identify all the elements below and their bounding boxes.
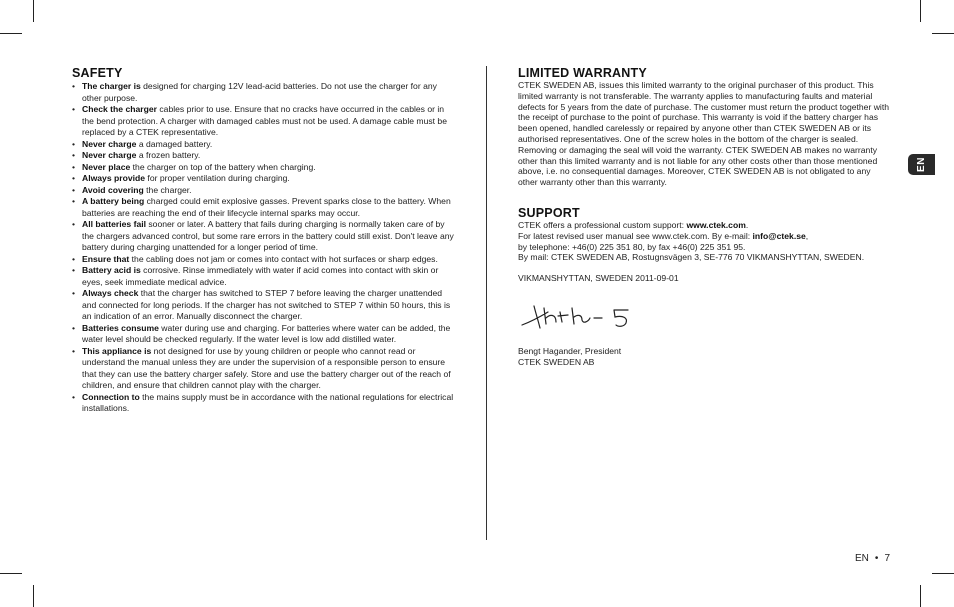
safety-item-text: corrosive. Rinse immediately with water if acid comes into contact with skin or eyes, seek immediate medical advice. xyxy=(82,265,439,287)
safety-item-lead: Check the charger xyxy=(82,104,157,114)
punct: . xyxy=(745,219,749,230)
safety-item-lead: All batteries fail xyxy=(82,219,146,229)
safety-item xyxy=(72,104,456,139)
safety-item-text: that the charger has switched to STEP 7 before leaving the charger unattended and connected for long periods. If the charger has not switched to STEP 7 within 50 hours, this is an indication of an error. Manually disconnect the charger. xyxy=(82,288,451,321)
safety-item-text: designed for charging 12V lead-acid batteries. Do not use the charger for any other purpose. xyxy=(82,81,437,103)
safety-item-lead: Always check xyxy=(82,288,139,298)
footer-bullet: • xyxy=(874,553,879,564)
page-footer xyxy=(855,553,890,564)
safety-item xyxy=(72,219,456,254)
safety-item-lead: This appliance is xyxy=(82,345,152,356)
crop-mark xyxy=(0,33,22,34)
punct: , xyxy=(805,230,809,241)
support-phone: by telephone: +46(0) 225 351 80, by fax +46(0) 225 351 95. xyxy=(518,241,746,252)
support-line2: For latest revised user manual see www.ctek.com. By e-mail: xyxy=(518,230,753,241)
column-divider xyxy=(486,66,487,540)
crop-mark xyxy=(932,33,954,34)
safety-item-text: charged could emit explosive gasses. Prevent sparks close to the battery. When batteries are reaching the end of their lifecycle internal sparks may occur. xyxy=(82,196,451,218)
safety-item-lead: Ensure that xyxy=(82,253,130,264)
crop-mark xyxy=(0,573,22,574)
signatory-name: Bengt Hagander, President xyxy=(518,345,622,356)
safety-item xyxy=(72,346,456,392)
support-text xyxy=(518,220,890,263)
safety-item xyxy=(72,150,456,162)
support-mail: By mail: CTEK SWEDEN AB, Rostugnsvägen 3, SE-776 70 VIKMANSHYTTAN, SWEDEN. xyxy=(518,252,865,263)
safety-item xyxy=(72,162,456,174)
support-line1: CTEK offers a professional custom support: xyxy=(518,219,687,230)
crop-mark xyxy=(33,0,34,22)
right-column xyxy=(518,66,890,368)
safety-item-text: the mains supply must be in accordance with the national regulations for electrical installations. xyxy=(82,391,454,413)
safety-item-lead: The charger is xyxy=(82,81,141,91)
safety-item xyxy=(72,139,456,151)
safety-item-lead: Batteries consume xyxy=(82,322,159,333)
safety-item-text: a damaged battery. xyxy=(136,138,213,149)
website-link[interactable]: www.ctek.com xyxy=(686,219,746,230)
safety-item-text: the cabling does not jam or comes into contact with hot surfaces or sharp edges. xyxy=(129,253,438,264)
safety-item xyxy=(72,265,456,288)
safety-item-lead: Always provide xyxy=(82,173,146,183)
signature-image xyxy=(520,298,650,332)
safety-heading: SAFETY xyxy=(72,66,123,80)
safety-item-text: the charger. xyxy=(143,184,192,195)
warranty-text: CTEK SWEDEN AB, issues this limited warranty to the original purchaser of this product. This limited warranty is not transferable. The warranty applies to manufacturing faults and material defects for 5 years from the date of purchase. The customer must return the product together with the receipt of purchase to the point of purchase. This warranty is void if the battery charger has been opened, handled carelessly or repaired by anyone other than CTEK SWEDEN AB or its authorised representatives. One of the screw holes in the bottom of the charger is sealed. Removing or damaging the seal will void the warranty. CTEK SWEDEN AB makes no warranty other than this limited warranty and is not liable for any other costs other than those mentioned above, i.e. no consequential damages. Moreover, CTEK SWEDEN AB is not obligated to any other warranty other than this warranty. xyxy=(518,80,889,188)
safety-item xyxy=(72,81,456,104)
safety-item-text: sooner or later. A battery that fails during charging is normally taken care of by the chargers advanced control, but some rare errors in the battery could still exist. Don't leave any battery during charging unattended for a longer period of time. xyxy=(82,219,454,252)
safety-item xyxy=(72,173,456,185)
language-tab xyxy=(908,154,935,175)
safety-item xyxy=(72,392,456,415)
footer-language: EN xyxy=(855,553,869,564)
safety-item-lead: Avoid covering xyxy=(82,184,144,195)
safety-item-text: water during use and charging. For batteries where water can be added, the water level should be checked regularly. If the water level is low add distilled water. xyxy=(82,322,451,344)
safety-item xyxy=(72,288,456,323)
crop-mark xyxy=(920,0,921,22)
warranty-heading: LIMITED WARRANTY xyxy=(518,66,647,80)
safety-item-lead: Never charge xyxy=(82,138,137,149)
safety-item-lead: Battery acid is xyxy=(82,265,141,275)
language-tab-label: EN xyxy=(916,157,927,172)
safety-item xyxy=(72,196,456,219)
safety-item-text: the charger on top of the battery when charging. xyxy=(130,161,316,172)
place-date: VIKMANSHYTTAN, SWEDEN 2011-09-01 xyxy=(518,273,679,284)
page-number: 7 xyxy=(884,553,890,564)
crop-mark xyxy=(920,585,921,607)
signatory-company: CTEK SWEDEN AB xyxy=(518,356,595,367)
support-heading: SUPPORT xyxy=(518,205,580,220)
safety-item-text: a frozen battery. xyxy=(136,150,201,160)
safety-item-text: for proper ventilation during charging. xyxy=(145,173,290,183)
safety-section xyxy=(72,66,456,415)
safety-item-lead: Never place xyxy=(82,161,131,172)
safety-list xyxy=(72,81,456,415)
safety-item-text: cables prior to use. Ensure that no cracks have occurred in the cables or in the bend protection. A charger with damaged cables must not be used. A damage cable must be replaced by a CTEK representative. xyxy=(82,104,447,137)
safety-item-text: not designed for use by young children or people who cannot read or understand the manual unless they are under the supervision of a responsible person to ensure that they can use the battery charger safely. Store and use the battery charger out of the reach of children, and ensure that children cannot play with the charger. xyxy=(82,345,451,390)
safety-item-lead: Never charge xyxy=(82,150,137,160)
safety-item-lead: A battery being xyxy=(82,196,145,206)
safety-item xyxy=(72,254,456,266)
crop-mark xyxy=(33,585,34,607)
safety-item-lead: Connection to xyxy=(82,391,140,402)
email-link[interactable]: info@ctek.se xyxy=(752,230,806,241)
safety-item xyxy=(72,323,456,346)
safety-item xyxy=(72,185,456,197)
crop-mark xyxy=(932,573,954,574)
